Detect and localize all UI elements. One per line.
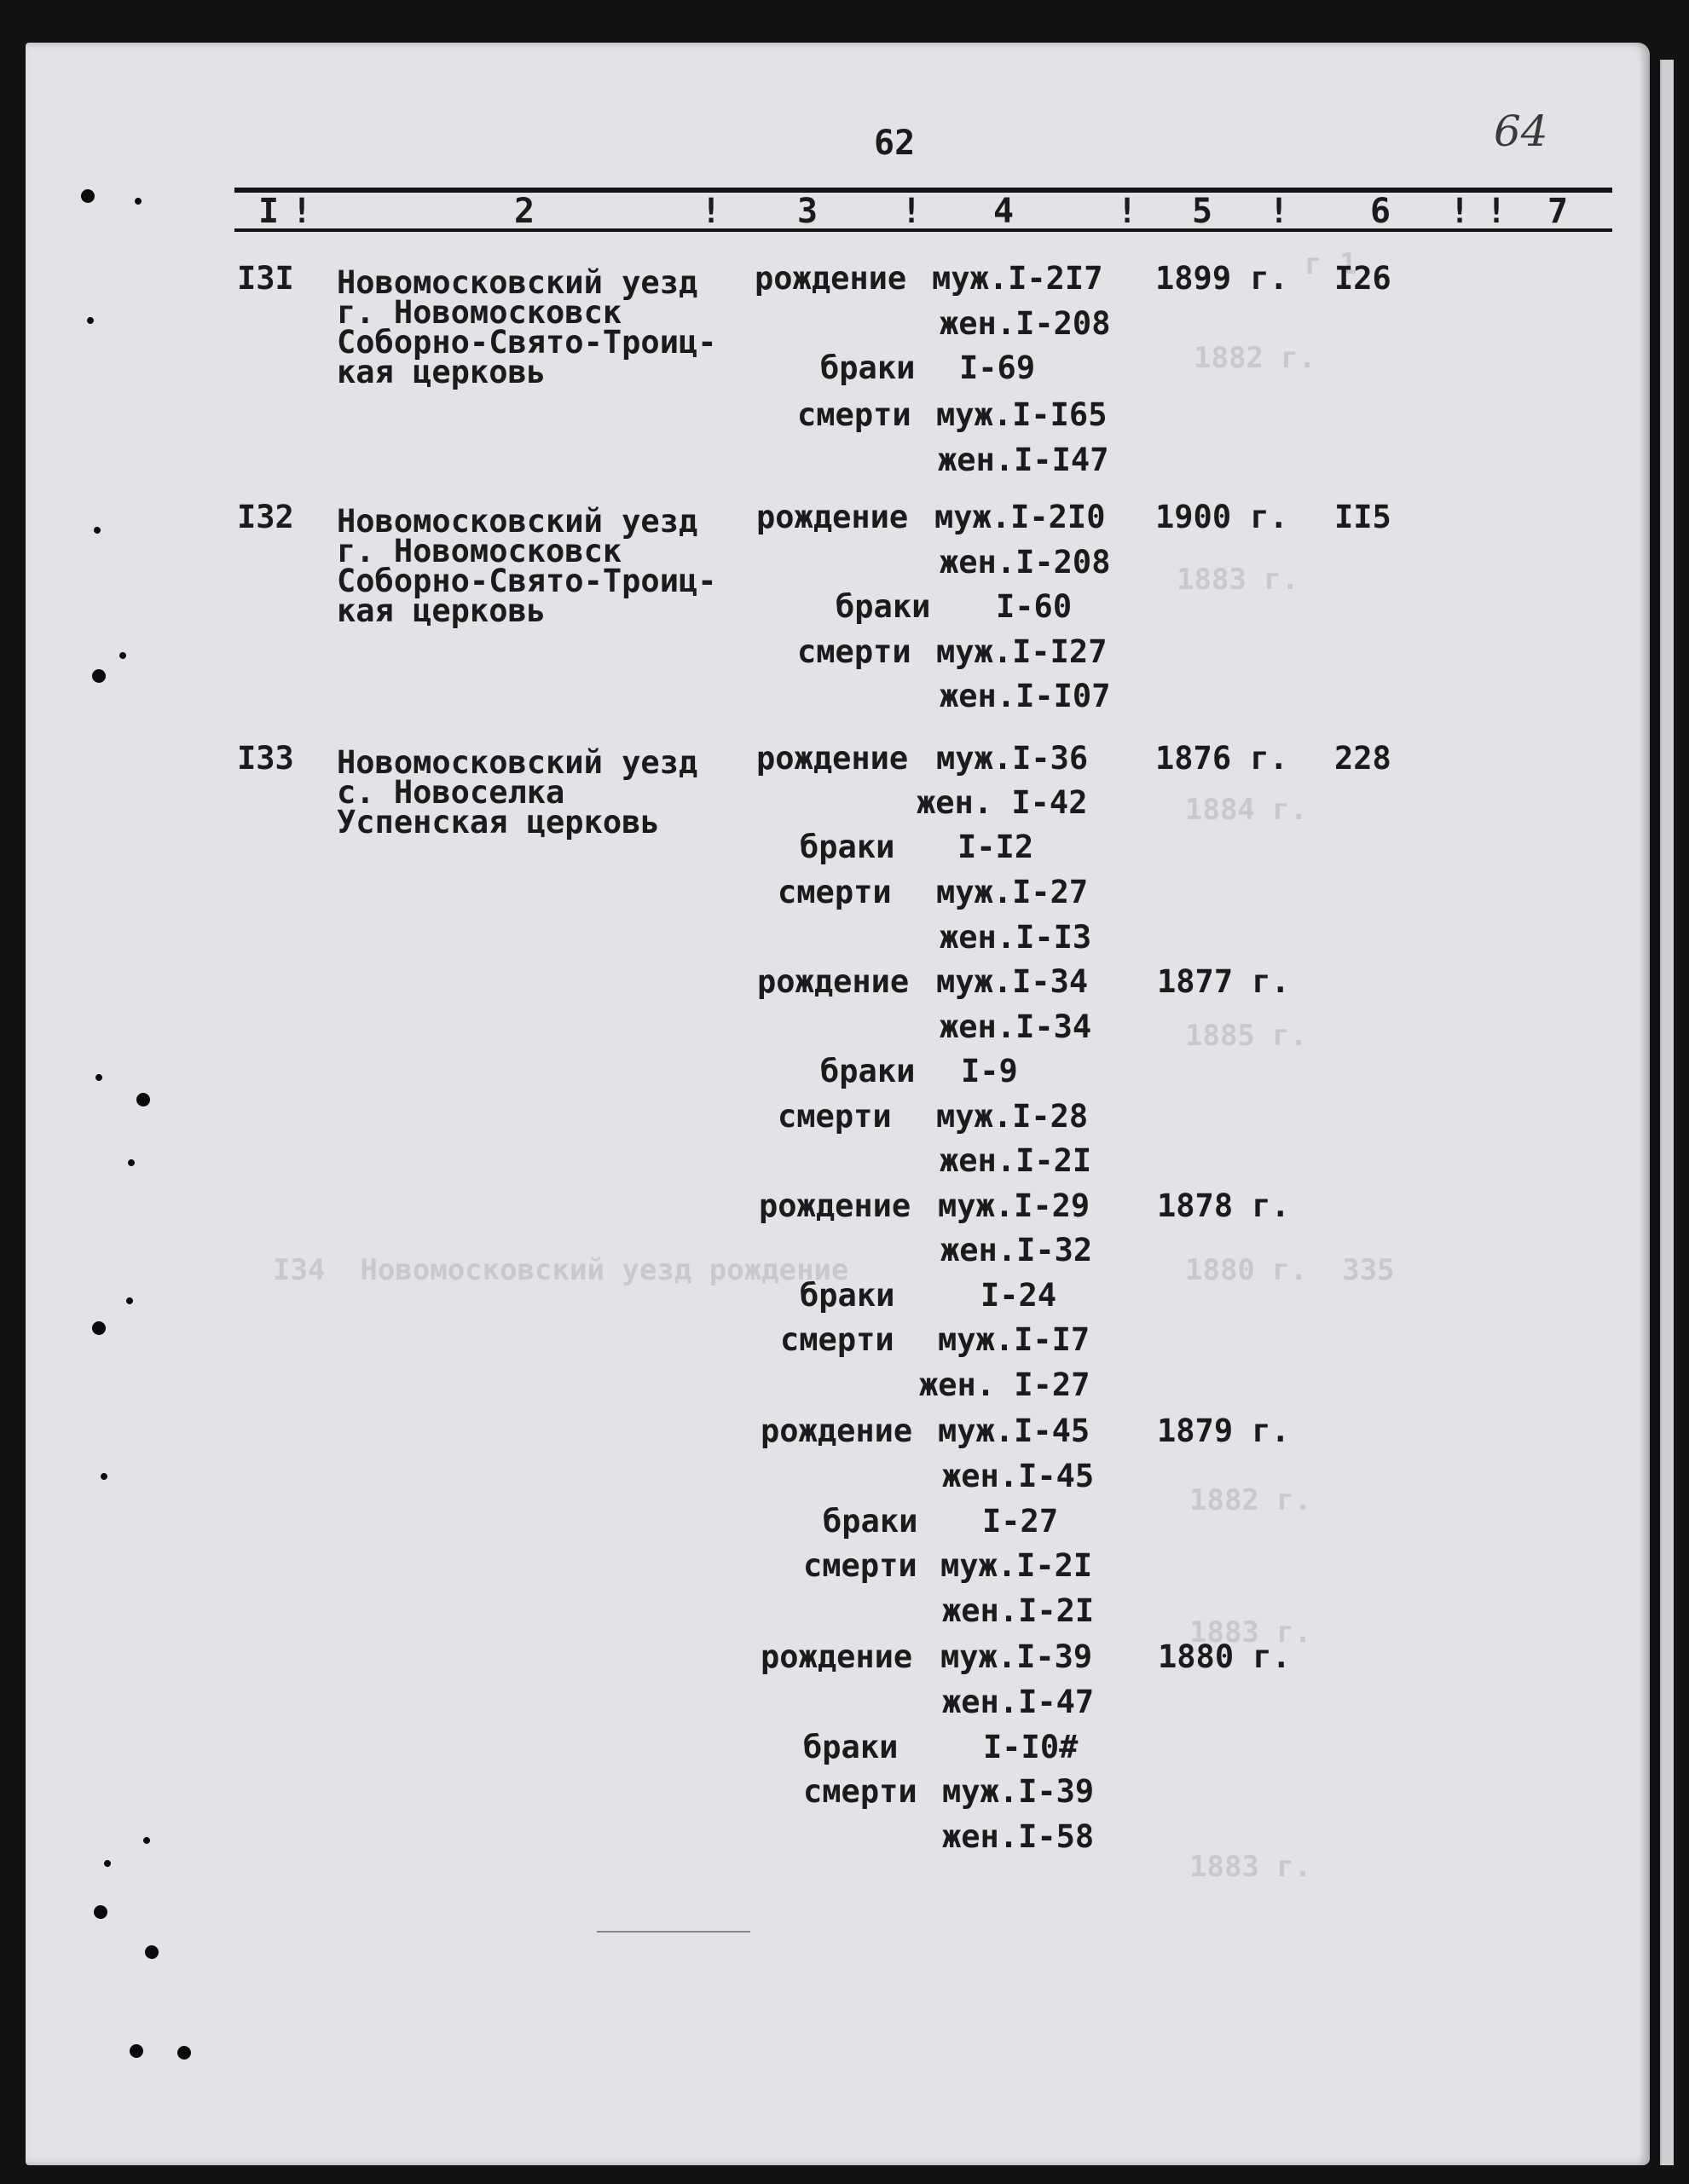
- place-line: Соборно-Свято-Троиц-: [337, 324, 717, 361]
- year: 1876 г.: [1155, 740, 1288, 777]
- record-type: рождение: [757, 963, 910, 1000]
- record-value: муж.I-39: [940, 1638, 1093, 1675]
- column-separator: !: [292, 192, 313, 231]
- column-separator: !: [701, 192, 722, 231]
- place-line: Успенская церковь: [337, 804, 660, 841]
- record-type: браки: [800, 1277, 895, 1314]
- entry-number: I3I: [237, 260, 294, 297]
- record-type: рождение: [755, 260, 907, 297]
- record-type: смерти: [778, 874, 892, 910]
- record-value: муж.I-36: [936, 740, 1089, 777]
- page-number: 62: [874, 124, 916, 163]
- record-type: рождение: [761, 1638, 913, 1675]
- place-line: г. Новомосковск: [337, 294, 622, 331]
- record-value: I-9: [961, 1053, 1018, 1089]
- record-type: смерти: [778, 1098, 892, 1135]
- record-value: муж.I-I7: [938, 1321, 1090, 1358]
- record-value: муж.I-2I: [940, 1547, 1093, 1584]
- bleed-through-text: 1882 г.: [1189, 1483, 1312, 1517]
- record-value: жен.I-2I: [942, 1592, 1095, 1629]
- bleed-through-text: 1883 г.: [1177, 563, 1299, 597]
- place-line: Соборно-Свято-Троиц-: [337, 563, 717, 599]
- column-header-1: I: [258, 192, 280, 231]
- column-6-value: 228: [1334, 740, 1391, 777]
- year: 1899 г.: [1155, 260, 1288, 297]
- column-separator: !: [1117, 192, 1138, 231]
- record-value: жен. I-42: [917, 784, 1088, 821]
- archive-page-number: 64: [1494, 107, 1548, 156]
- record-value: I-69: [959, 350, 1036, 386]
- record-value: I-60: [996, 588, 1073, 625]
- column-header-6: 6: [1370, 192, 1391, 231]
- bleed-through-text: г 1: [1304, 247, 1357, 281]
- bleed-through-text: 1885 г.: [1185, 1019, 1308, 1053]
- record-value: жен.I-34: [940, 1008, 1092, 1045]
- year: 1878 г.: [1157, 1187, 1290, 1224]
- place-line: кая церковь: [337, 354, 547, 390]
- record-value: жен. I-27: [919, 1366, 1090, 1403]
- record-type: смерти: [780, 1321, 894, 1358]
- record-type: смерти: [803, 1773, 917, 1810]
- record-type: браки: [836, 588, 931, 625]
- bleed-through-text: 1883 г.: [1189, 1615, 1312, 1650]
- year: 1877 г.: [1157, 963, 1290, 1000]
- record-value: жен.I-45: [942, 1458, 1095, 1494]
- record-type: смерти: [797, 633, 911, 670]
- bleed-through-text: 1884 г.: [1185, 793, 1308, 827]
- header-rule-top: [234, 188, 1612, 193]
- record-type: рождение: [759, 1187, 911, 1224]
- column-separator: !: [1449, 192, 1471, 231]
- record-value: I-27: [982, 1503, 1059, 1540]
- place-line: кая церковь: [337, 592, 547, 629]
- record-value: муж.I-34: [936, 963, 1089, 1000]
- record-type: рождение: [756, 740, 909, 777]
- record-value: муж.I-45: [938, 1413, 1090, 1449]
- bleed-through-text: I34 Новомосковский уезд рождение: [273, 1253, 849, 1287]
- record-type: браки: [800, 829, 895, 865]
- record-type: браки: [823, 1503, 918, 1540]
- column-separator: !: [1269, 192, 1290, 231]
- column-separator: !: [901, 192, 923, 231]
- entry-number: I33: [237, 740, 294, 777]
- record-value: муж.I-I65: [936, 396, 1108, 433]
- column-separator: !: [1486, 192, 1507, 231]
- column-header-2: 2: [514, 192, 535, 231]
- record-value: I-I0#: [983, 1729, 1079, 1765]
- year: 1879 г.: [1157, 1413, 1290, 1449]
- record-type: рождение: [756, 499, 909, 535]
- record-value: муж.I-27: [936, 874, 1089, 910]
- record-value: муж.I-2I0: [934, 499, 1106, 535]
- year: 1900 г.: [1155, 499, 1288, 535]
- place-line: Новомосковский уезд: [337, 503, 698, 540]
- year: 1880 г.: [1158, 1638, 1291, 1675]
- place-line: Новомосковский уезд: [337, 744, 698, 781]
- header-rule-bottom: [234, 228, 1612, 232]
- record-type: рождение: [761, 1413, 913, 1449]
- record-value: жен.I-I47: [938, 442, 1109, 478]
- column-header-3: 3: [797, 192, 818, 231]
- entry-number: I32: [237, 499, 294, 535]
- record-type: смерти: [797, 396, 911, 433]
- column-6-value: I26: [1334, 260, 1391, 297]
- column-header-5: 5: [1192, 192, 1213, 231]
- record-type: смерти: [803, 1547, 917, 1584]
- record-value: жен.I-208: [940, 544, 1111, 581]
- place-line: г. Новомосковск: [337, 533, 622, 569]
- record-type: браки: [820, 1053, 916, 1089]
- record-value: жен.I-208: [940, 305, 1111, 342]
- pencil-mark: [597, 1931, 750, 1933]
- place-line: Новомосковский уезд: [337, 264, 698, 301]
- record-value: I-24: [980, 1277, 1057, 1314]
- record-value: жен.I-58: [942, 1818, 1095, 1855]
- record-value: муж.I-2I7: [932, 260, 1103, 297]
- record-value: жен.I-47: [942, 1684, 1095, 1720]
- record-type: браки: [820, 350, 916, 386]
- record-value: жен.I-I07: [940, 678, 1111, 714]
- record-value: I-I2: [957, 829, 1034, 865]
- record-value: жен.I-2I: [940, 1142, 1092, 1179]
- column-6-value: II5: [1334, 499, 1391, 535]
- record-value: муж.I-28: [936, 1098, 1089, 1135]
- bleed-through-text: 1883 г.: [1189, 1850, 1312, 1884]
- place-line: с. Новоселка: [337, 774, 565, 811]
- bleed-through-text: 1882 г.: [1194, 341, 1316, 375]
- record-value: муж.I-I27: [936, 633, 1108, 670]
- page-edge: [1660, 60, 1674, 2165]
- bleed-through-text: 1880 г. 335: [1185, 1253, 1395, 1287]
- record-value: жен.I-I3: [940, 919, 1092, 956]
- record-value: муж.I-29: [938, 1187, 1090, 1224]
- column-header-7: 7: [1547, 192, 1569, 231]
- record-value: муж.I-39: [942, 1773, 1095, 1810]
- column-header-4: 4: [993, 192, 1015, 231]
- record-value: жен.I-32: [940, 1232, 1093, 1268]
- record-type: браки: [803, 1729, 899, 1765]
